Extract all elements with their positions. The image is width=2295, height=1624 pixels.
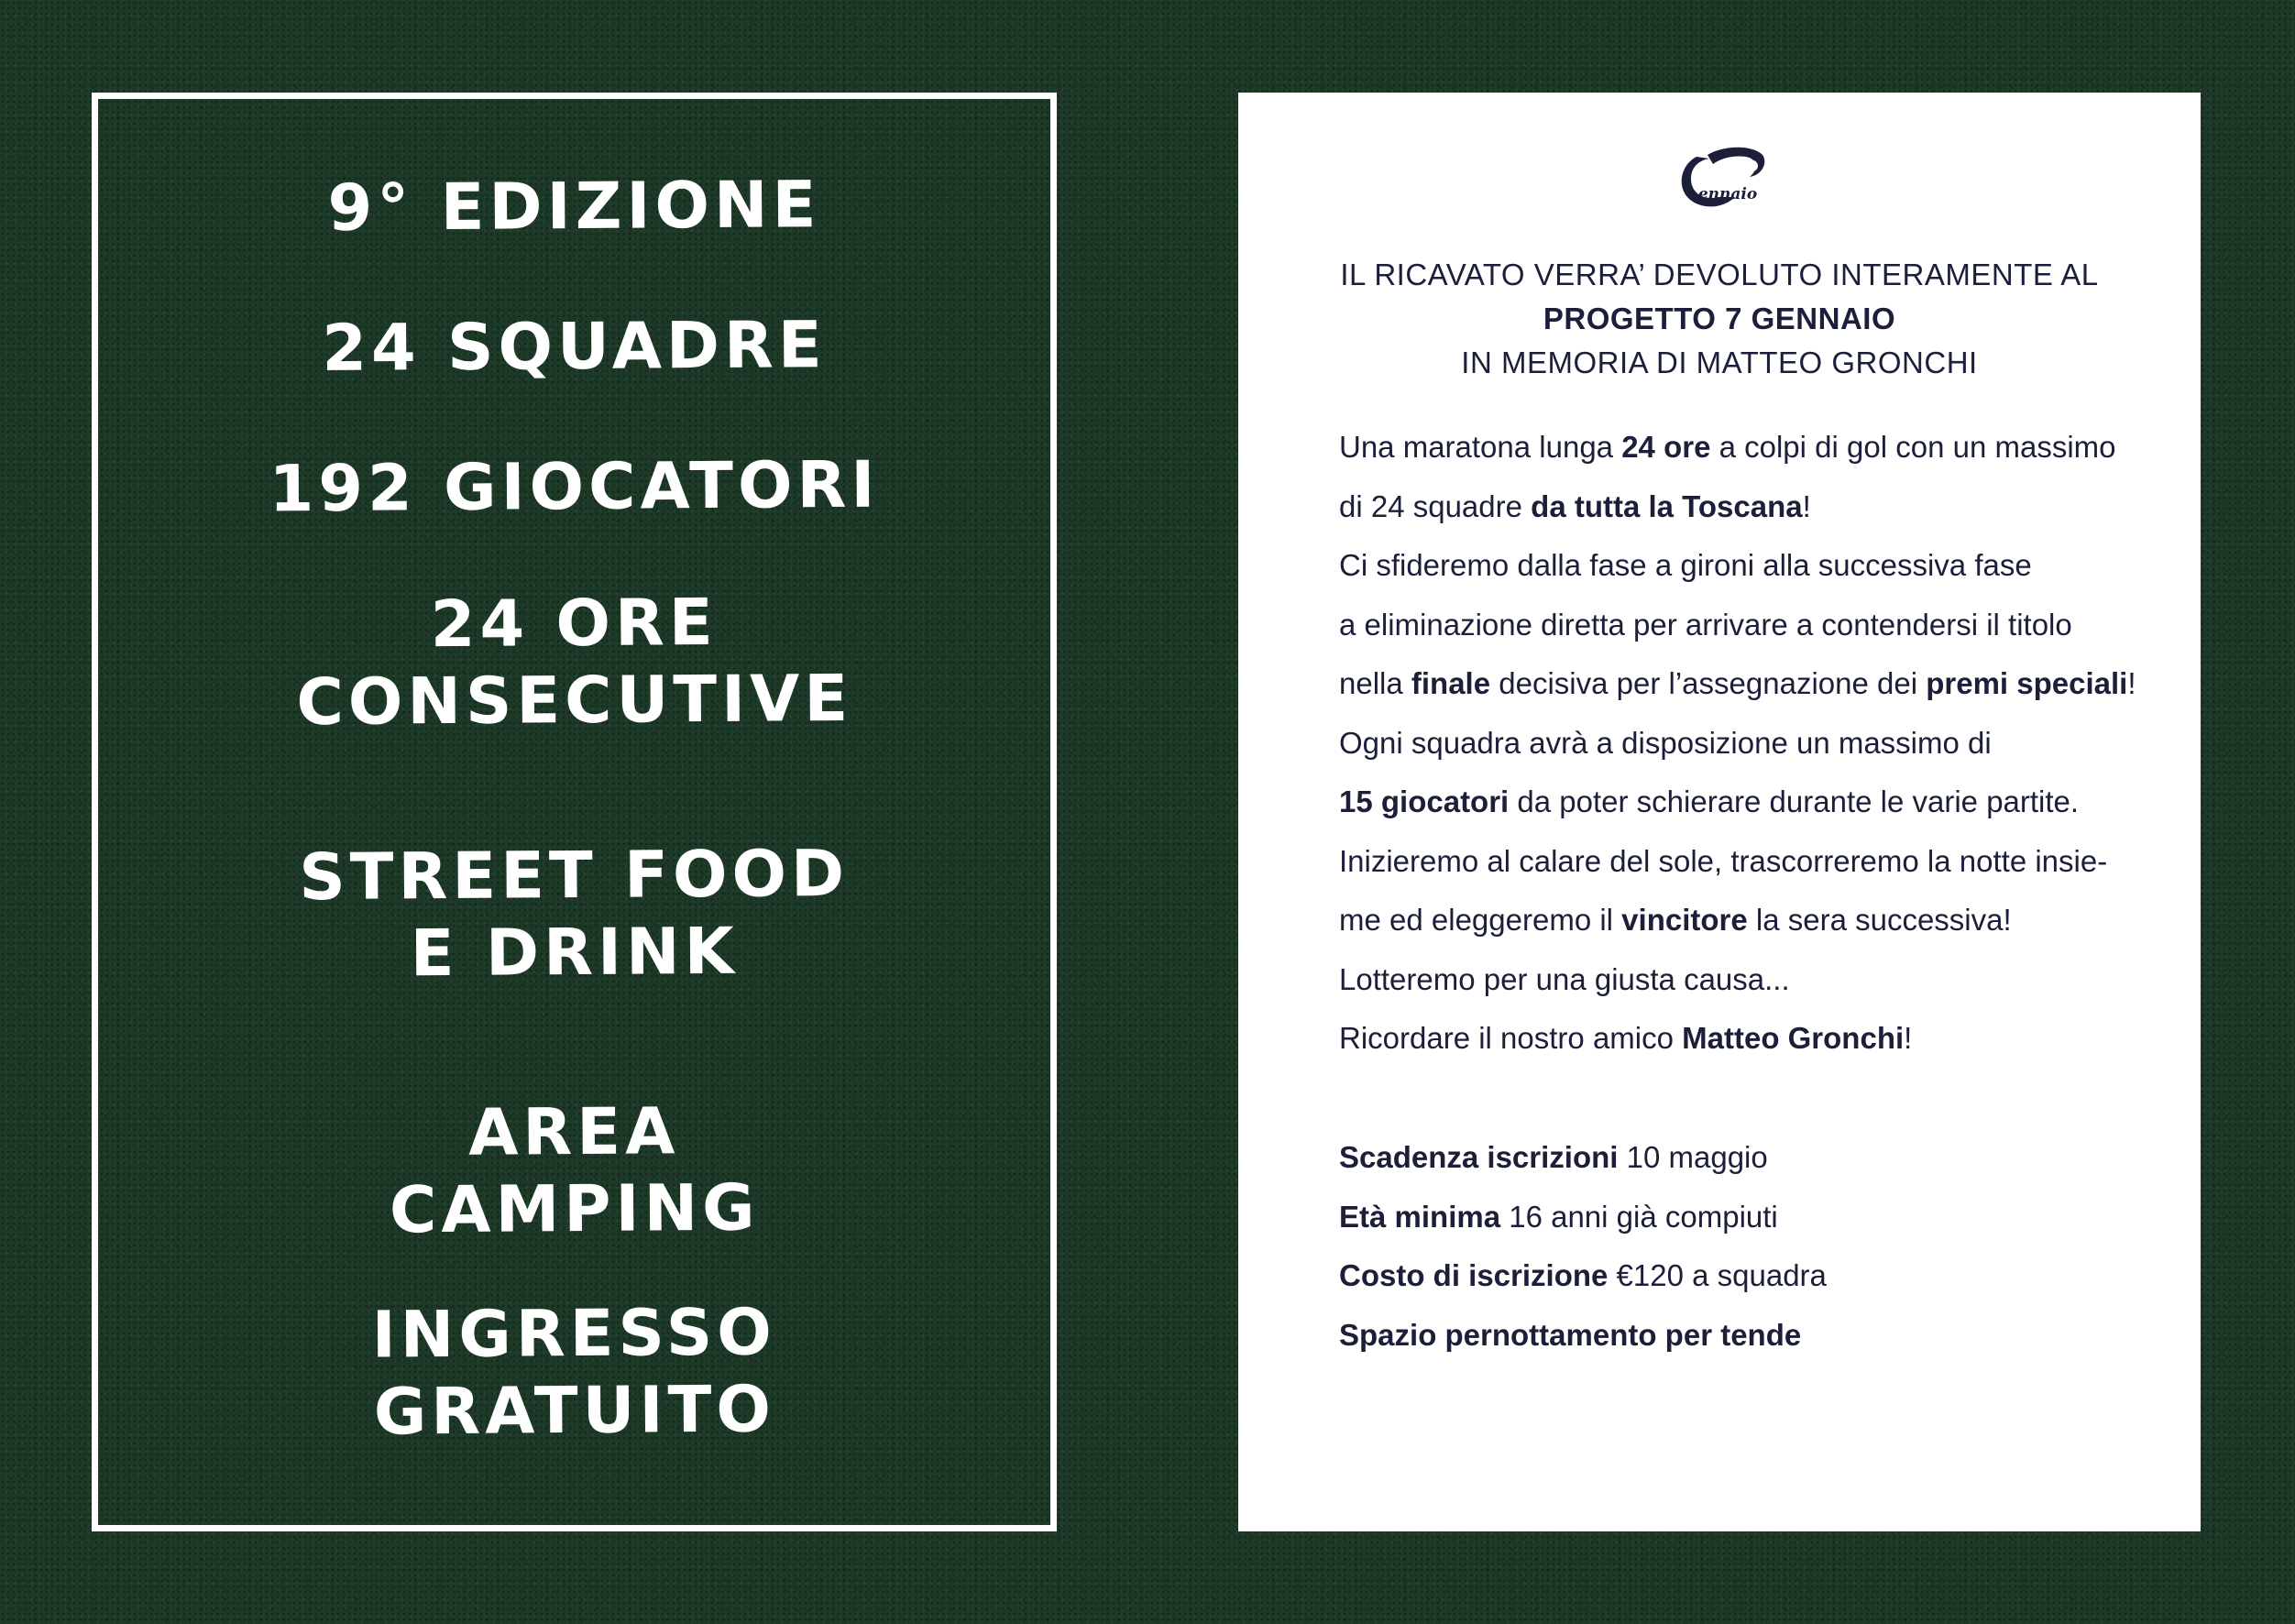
description-line: Lotteremo per una giusta causa... [1339,961,1790,996]
registration-info [1339,1128,2146,1365]
feature-line: 9° EDIZIONE [327,167,821,246]
dedication-line-3: IN MEMORIA DI MATTEO GRONCHI [1461,346,1978,379]
feature-hours [97,581,1050,741]
feature-line: 24 ORE [430,584,718,663]
feature-food [97,833,1050,993]
feature-line: GRATUITO [373,1371,776,1450]
feature-line: 24 SQUADRE [322,307,827,386]
feature-players [98,444,1051,528]
dedication-header [1238,253,2201,385]
description-line: Una maratona lunga 24 ore a colpi di gol con un massimo [1339,430,2116,464]
description-line: a eliminazione diretta per arrivare a contendersi il titolo [1339,607,2072,642]
feature-line: STREET FOOD [299,835,850,916]
feature-line: 192 GIOCATORI [269,446,880,527]
dedication-line-1: IL RICAVATO VERRA’ DEVOLUTO INTERAMENTE AL [1340,258,2099,291]
features-panel [92,93,1057,1531]
deadline-row: Scadenza iscrizioni 10 maggio [1339,1140,1768,1174]
camping-space-row: Spazio pernottamento per tende [1339,1317,1802,1352]
min-age-row: Età minima 16 anni già compiuti [1339,1199,1778,1234]
logo-text: ennaio [1697,185,1758,203]
description-line: 15 giocatori da poter schierare durante le varie partite. [1339,785,2080,818]
feature-teams [98,304,1051,388]
feature-camping [97,1090,1050,1250]
description-line: di 24 squadre da tutta la Toscana! [1339,488,1811,523]
cost-row: Costo di iscrizione €120 a squadra [1339,1258,1827,1292]
feature-edition [98,164,1051,247]
description-line: Ogni squadra avrà a disposizione un massimo di [1339,725,1992,760]
feature-line: E DRINK [410,913,740,992]
description-line: Ci sfideremo dalla fase a gironi alla successiva fase [1339,548,2032,582]
description-line: Inizieremo al calare del sole, trascorreremo la notte insie- [1339,843,2108,878]
feature-line: AREA [467,1093,680,1170]
seven-gennaio-logo-icon [1671,138,1772,214]
description-line: nella finale decisiva per l’assegnazione dei premi speciali! [1339,666,2136,700]
feature-line: CONSECUTIVE [296,660,853,741]
feature-entry [97,1291,1050,1452]
feature-line: CAMPING [389,1169,760,1248]
description-line: me ed eleggeremo il vincitore la sera successiva! [1339,903,2012,937]
description [1339,418,2146,1069]
project-name: PROGETTO 7 GENNAIO [1543,302,1896,335]
description-line: Ricordare il nostro amico Matteo Gronchi! [1339,1021,1913,1055]
info-panel [1238,93,2201,1531]
feature-line: INGRESSO [371,1294,776,1373]
